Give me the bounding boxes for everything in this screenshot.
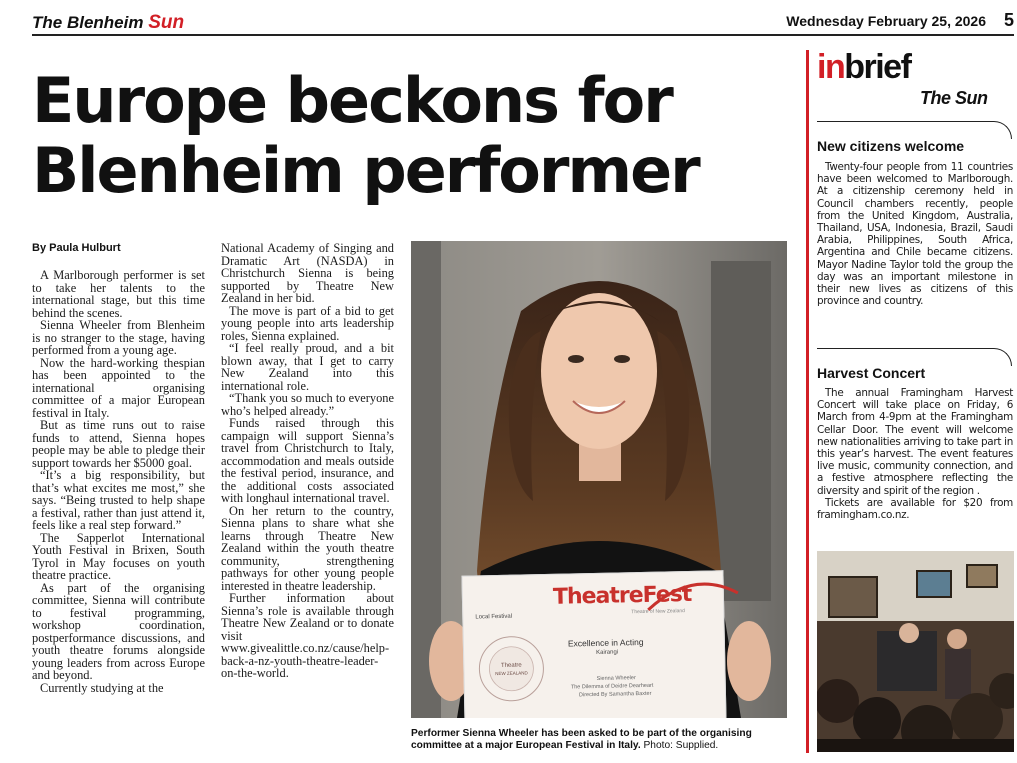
certificate-play: The Dilemma of Deidre Dearheart (570, 682, 654, 691)
caption-text: Performer Sienna Wheeler has been asked to be part of the organising committee at a major European Festival in Italy. (411, 728, 752, 751)
brief-body (817, 161, 1013, 307)
paragraph: A Marlborough performer is set to take her talents to the international stage, but this time behind the scenes. (32, 268, 205, 320)
paper-name-sun: Sun (148, 12, 185, 33)
paragraph: “It’s a big responsibility, but that’s what excites me most,” she says. “Being trusted to help shape a festival, rather than just attend it, feels like a real step forward.” (32, 468, 205, 532)
paper-name-text: The Blenheim (32, 13, 144, 32)
certificate-name: Sienna Wheeler (596, 675, 636, 682)
paragraph: Now the hard-working thespian has been appointed to the international organising committee of a major European festival in Italy. (32, 355, 205, 420)
section-divider (817, 121, 1012, 139)
paragraph: Twenty-four people from 11 countries have been welcomed to Marlborough. At a citizenship ceremony held in Council chambers recently, people from the United Kingdom, Australia, Thailand, USA, Indonesia, Brazil, Saudi Arabia, Philippines, South Africa, Argentina and Chile became citizens. Mayor Nadine Taylor told the group the day was an important milestone in their new lives as citizens of this province and country. (817, 161, 1013, 308)
certificate-subtitle: Theatre of New Zealand (631, 608, 685, 616)
paragraph: Tickets are available for $20 from framingham.co.nz. (817, 496, 1013, 522)
sidebar-red-rule (806, 50, 809, 753)
masthead (32, 10, 1014, 36)
paragraph: As part of the organising committee, Sienna will contribute to festival programming, workshop coordination, postperformance discussions, and youth theatre forums alongside young leaders from across Europe and beyond. (32, 580, 205, 682)
paragraph: “Thank you so much to everyone who’s helped already.” (221, 391, 394, 418)
concert-photo-illustration (817, 551, 1014, 752)
certificate-award: Excellence in Acting (567, 636, 644, 649)
paragraph: “I feel really proud, and a bit blown away, that I get to carry New Zealand into this international role. (221, 341, 394, 393)
article-photo[interactable] (411, 241, 787, 718)
paragraph: National Academy of Singing and Dramatic Art (NASDA) in Christchurch Sienna is being supported by Theatre New Zealand in her bid. (221, 241, 394, 305)
brief-heading: Harvest Concert (817, 365, 926, 381)
certificate-region: Kairangi (596, 649, 619, 656)
paragraph: The move is part of a bid to get young people into arts leadership roles, Sienna explained. (221, 303, 394, 343)
certificate (461, 570, 726, 718)
certificate-director: Directed By Samantha Baxter (578, 690, 652, 699)
inbrief-sun-logo: The Sun (920, 88, 988, 108)
harvest-concert-photo[interactable] (817, 551, 1014, 752)
page-number: 5 (1003, 10, 1014, 30)
swirl-decoration (642, 573, 743, 615)
article-headline: Europe beckons for Blenheim performer (32, 64, 699, 207)
theatre-new-zealand-seal (476, 633, 547, 704)
paragraph: Sienna Wheeler from Blenheim is no stranger to the stage, having performed from a young age. (32, 318, 205, 357)
caption-credit: Photo: Supplied. (640, 740, 719, 751)
brief-body (817, 387, 1013, 521)
paper-name[interactable] (32, 12, 184, 34)
inbrief-brief: brief (844, 48, 911, 86)
certificate-title: TheatreFest (552, 581, 692, 610)
paragraph: But as time runs out to raise funds to attend, Sienna hopes people may be able to pledge their support towards her $5000 goal. (32, 418, 205, 470)
paragraph: The Sapperlot International Youth Festival in Brixen, South Tyrol in May focuses on youth theatre practice. (32, 530, 205, 582)
paragraph: On her return to the country, Sienna plans to share what she learns through Theatre New Zealand within the youth theatre community, strengthening pathways for other young people interested in theatre leadership. (221, 503, 394, 593)
paragraph: Funds raised through this campaign will support Sienna’s travel from Christchurch to Italy, accommodation and meals outside the festival period, insurance, and the additional costs associated with longhaul international travel. (221, 416, 394, 505)
certificate-local: Local Festival (475, 613, 513, 621)
article-column-2 (221, 242, 394, 680)
byline: By Paula Hulburt (32, 242, 121, 254)
paragraph: The annual Framingham Harvest Concert will take place on Friday, 6 March from 4-9pm at the Framingham Cellar Door. The event will welcome new nationalities arriving to take part in this year’s harvest. The event features live music, community connection, and a festive atmosphere reflecting the diversity and spirit of the region . (817, 387, 1013, 497)
paragraph: Further information about Sienna’s role is available through Theatre New Zealand or to donate visit www.givealittle.co.nz/cause/help-back-a-nz-youth-theatre-leader-on-the-world. (221, 591, 394, 680)
svg-text:NEW ZEALAND: NEW ZEALAND (495, 670, 528, 677)
brief-heading: New citizens welcome (817, 138, 965, 154)
inbrief-title (817, 48, 910, 86)
issue-date: Wednesday February 25, 2026 (786, 13, 986, 29)
svg-text:Theatre: Theatre (500, 662, 522, 669)
photo-caption (411, 728, 787, 752)
article-column-1 (32, 269, 205, 694)
section-divider (817, 348, 1012, 366)
inbrief-in: in (817, 48, 845, 86)
paragraph: Currently studying at the (40, 680, 164, 695)
